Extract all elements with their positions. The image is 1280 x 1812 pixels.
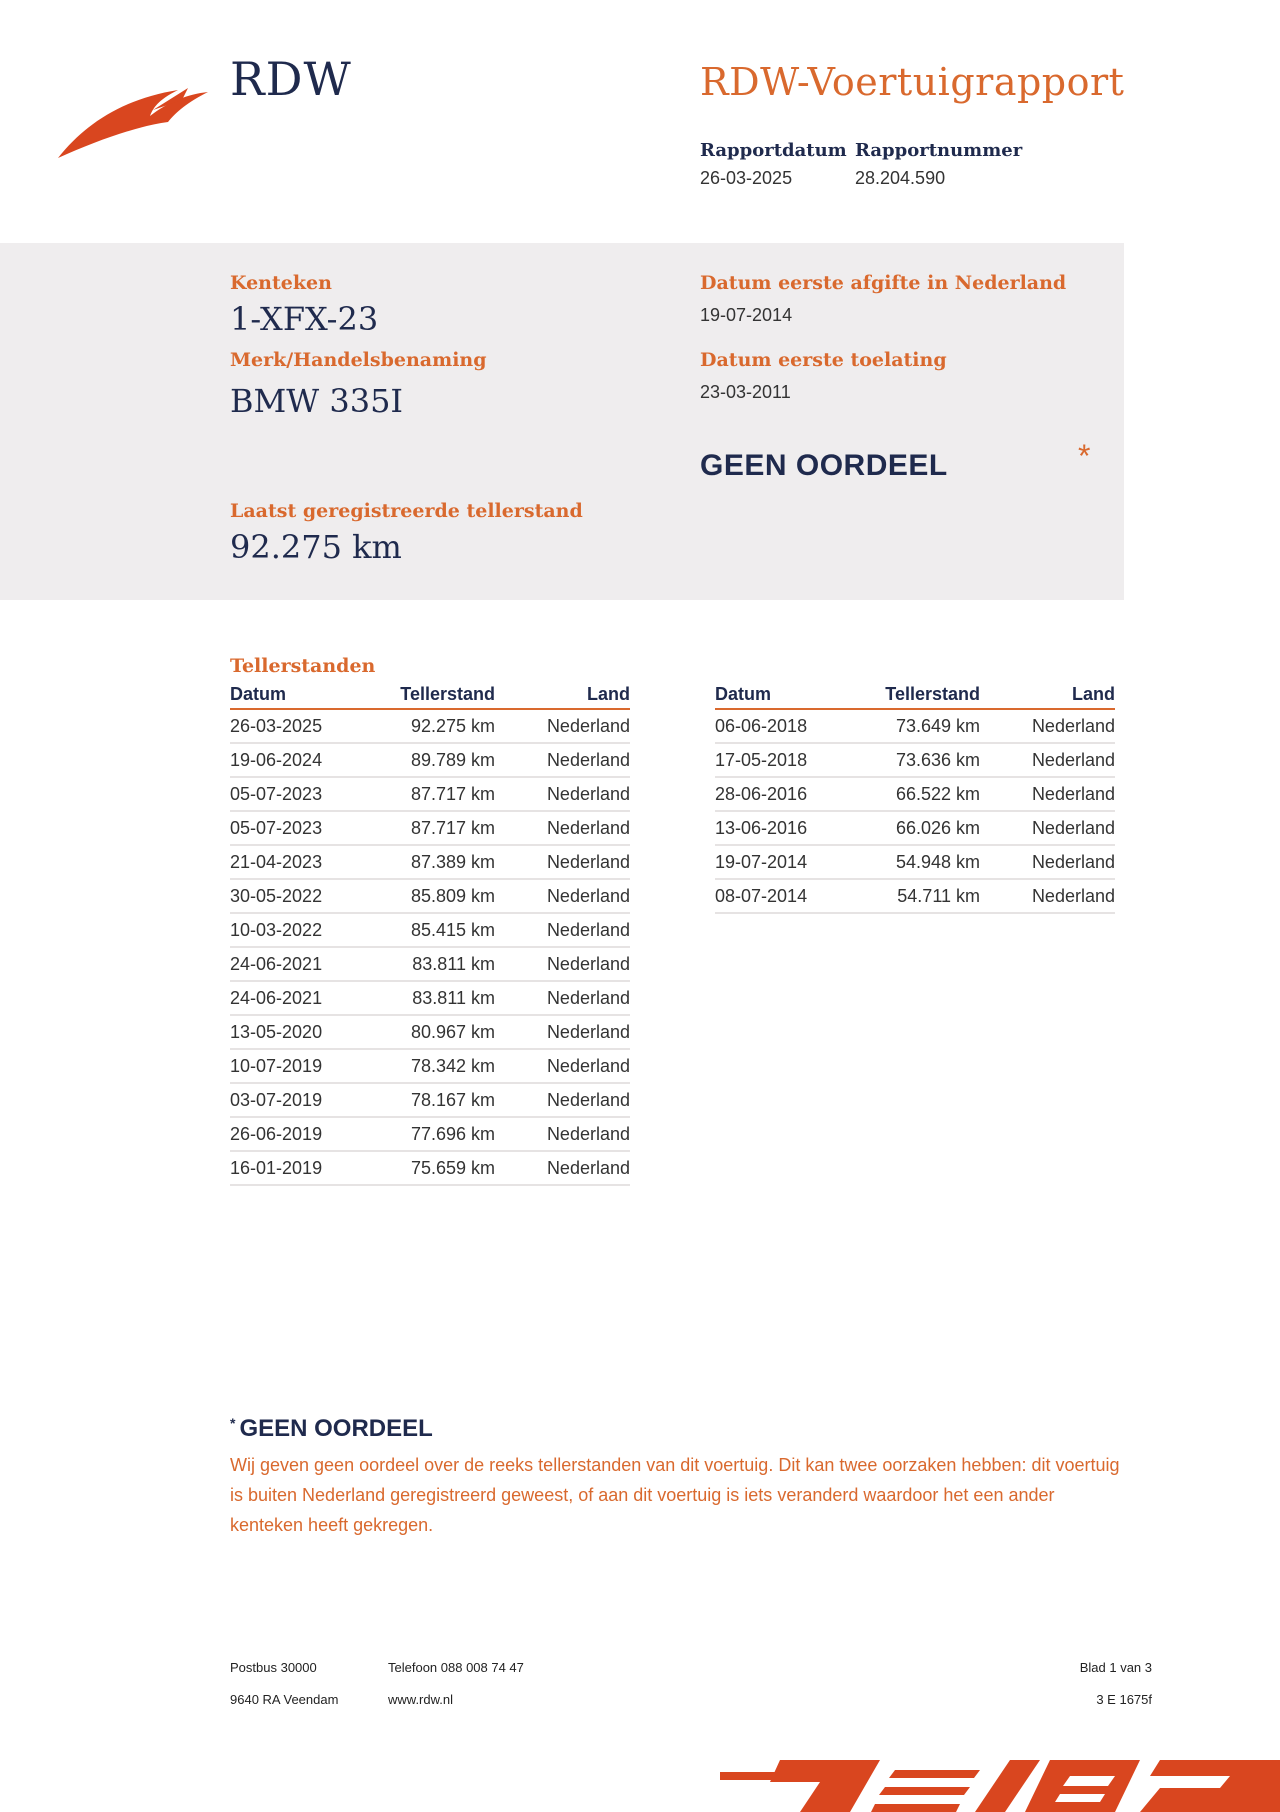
report-title: RDW-Voertuigrapport — [700, 60, 1125, 104]
table-row — [230, 777, 630, 811]
row-country: Nederland — [495, 1083, 630, 1117]
footnote-text: Wij geven geen oordeel over de reeks tellerstanden van dit voertuig. Dit kan twee oorzaken hebben: dit voertuig is buiten Nederland geregistreerd geweest, of aan dit voertuig is iets veranderd waardoor het een ander kenteken heeft gekregen. — [230, 1455, 1120, 1535]
row-odometer: 89.789 km — [370, 743, 495, 777]
row-odometer: 85.809 km — [370, 879, 495, 913]
col-country: Land — [980, 682, 1115, 709]
row-country: Nederland — [980, 811, 1115, 845]
footer-city: 9640 RA Veendam — [230, 1692, 339, 1707]
footer-stripes-decoration — [720, 1742, 1280, 1812]
report-date-label: Rapportdatum — [700, 140, 847, 161]
odometer-table-left — [230, 682, 630, 1186]
table-row — [715, 743, 1115, 777]
row-odometer: 83.811 km — [370, 947, 495, 981]
row-country: Nederland — [980, 743, 1115, 777]
col-odometer: Tellerstand — [370, 682, 495, 709]
row-country: Nederland — [495, 947, 630, 981]
rdw-logo-icon — [58, 80, 208, 160]
col-date: Datum — [715, 682, 855, 709]
row-odometer: 77.696 km — [370, 1117, 495, 1151]
row-odometer: 75.659 km — [370, 1151, 495, 1185]
row-date: 24-06-2021 — [230, 981, 370, 1015]
table-row — [230, 1117, 630, 1151]
first-nl-value: 19-07-2014 — [700, 305, 793, 325]
report-number: 28.204.590 — [855, 168, 946, 188]
row-date: 24-06-2021 — [230, 947, 370, 981]
row-date: 26-06-2019 — [230, 1117, 370, 1151]
row-odometer: 87.717 km — [370, 811, 495, 845]
odometer-table-right — [715, 682, 1115, 914]
row-country: Nederland — [495, 709, 630, 743]
footer-page: Blad 1 van 3 — [1079, 1660, 1152, 1675]
row-country: Nederland — [495, 811, 630, 845]
row-date: 03-07-2019 — [230, 1083, 370, 1117]
row-country: Nederland — [980, 709, 1115, 743]
report-number-label: Rapportnummer — [855, 140, 1023, 161]
row-odometer: 80.967 km — [370, 1015, 495, 1049]
odometer-title: Tellerstanden — [230, 655, 376, 677]
make-label: Merk/Handelsbenaming — [230, 349, 487, 371]
footnote-title — [230, 1415, 433, 1443]
col-odometer: Tellerstand — [855, 682, 980, 709]
row-date: 19-06-2024 — [230, 743, 370, 777]
row-country: Nederland — [495, 981, 630, 1015]
row-date: 05-07-2023 — [230, 777, 370, 811]
row-country: Nederland — [980, 879, 1115, 913]
row-odometer: 66.026 km — [855, 811, 980, 845]
row-date: 26-03-2025 — [230, 709, 370, 743]
table-row — [230, 947, 630, 981]
plate-label: Kenteken — [230, 272, 332, 294]
row-country: Nederland — [495, 777, 630, 811]
row-odometer: 85.415 km — [370, 913, 495, 947]
footer-website: www.rdw.nl — [388, 1692, 454, 1707]
row-date: 10-03-2022 — [230, 913, 370, 947]
row-odometer: 73.636 km — [855, 743, 980, 777]
table-header-row — [715, 682, 1115, 709]
footer-phone: Telefoon 088 008 74 47 — [388, 1660, 524, 1675]
row-date: 28-06-2016 — [715, 777, 855, 811]
row-country: Nederland — [495, 1117, 630, 1151]
row-date: 19-07-2014 — [715, 845, 855, 879]
footnote-title-text: GEEN OORDEEL — [239, 1415, 433, 1442]
row-date: 13-05-2020 — [230, 1015, 370, 1049]
table-row — [230, 845, 630, 879]
footer-code: 3 E 1675f — [1096, 1692, 1152, 1707]
row-country: Nederland — [495, 743, 630, 777]
table-row — [230, 1083, 630, 1117]
row-country: Nederland — [980, 777, 1115, 811]
table-row — [230, 743, 630, 777]
table-header-row — [230, 682, 630, 709]
table-row — [715, 845, 1115, 879]
row-date: 08-07-2014 — [715, 879, 855, 913]
report-date: 26-03-2025 — [700, 168, 793, 188]
row-odometer: 83.811 km — [370, 981, 495, 1015]
row-odometer: 87.389 km — [370, 845, 495, 879]
table-row — [715, 879, 1115, 913]
table-row — [715, 811, 1115, 845]
first-nl-label: Datum eerste afgifte in Nederland — [700, 272, 1067, 294]
first-admission-label: Datum eerste toelating — [700, 349, 947, 371]
row-country: Nederland — [495, 1049, 630, 1083]
row-odometer: 54.948 km — [855, 845, 980, 879]
last-odometer-value: 92.275 km — [230, 528, 402, 566]
row-date: 13-06-2016 — [715, 811, 855, 845]
row-country: Nederland — [495, 879, 630, 913]
row-country: Nederland — [495, 1151, 630, 1185]
first-admission-value: 23-03-2011 — [700, 382, 791, 402]
table-row — [715, 709, 1115, 743]
brand-name: RDW — [230, 52, 352, 106]
row-odometer: 54.711 km — [855, 879, 980, 913]
row-country: Nederland — [495, 845, 630, 879]
row-date: 21-04-2023 — [230, 845, 370, 879]
col-country: Land — [495, 682, 630, 709]
row-date: 30-05-2022 — [230, 879, 370, 913]
make-value: BMW 335I — [230, 382, 404, 420]
row-odometer: 78.167 km — [370, 1083, 495, 1117]
table-row — [230, 811, 630, 845]
row-date: 10-07-2019 — [230, 1049, 370, 1083]
table-row — [230, 1049, 630, 1083]
table-row — [715, 777, 1115, 811]
table-row — [230, 913, 630, 947]
row-country: Nederland — [495, 1015, 630, 1049]
col-date: Datum — [230, 682, 370, 709]
row-odometer: 87.717 km — [370, 777, 495, 811]
verdict-star: * — [1078, 438, 1091, 474]
row-date: 16-01-2019 — [230, 1151, 370, 1185]
row-date: 06-06-2018 — [715, 709, 855, 743]
row-date: 05-07-2023 — [230, 811, 370, 845]
row-odometer: 78.342 km — [370, 1049, 495, 1083]
row-odometer: 73.649 km — [855, 709, 980, 743]
table-row — [230, 1151, 630, 1185]
table-row — [230, 981, 630, 1015]
panel-notch — [0, 578, 160, 608]
table-row — [230, 879, 630, 913]
footer-postbus: Postbus 30000 — [230, 1660, 317, 1675]
footnote-star: * — [230, 1415, 236, 1431]
row-odometer: 92.275 km — [370, 709, 495, 743]
row-country: Nederland — [980, 845, 1115, 879]
table-row — [230, 1015, 630, 1049]
vehicle-info-panel — [0, 243, 1124, 600]
row-date: 17-05-2018 — [715, 743, 855, 777]
row-country: Nederland — [495, 913, 630, 947]
verdict-text: GEEN OORDEEL — [700, 449, 948, 482]
row-odometer: 66.522 km — [855, 777, 980, 811]
last-odometer-label: Laatst geregistreerde tellerstand — [230, 500, 583, 522]
plate-value: 1-XFX-23 — [230, 300, 379, 338]
table-row — [230, 709, 630, 743]
